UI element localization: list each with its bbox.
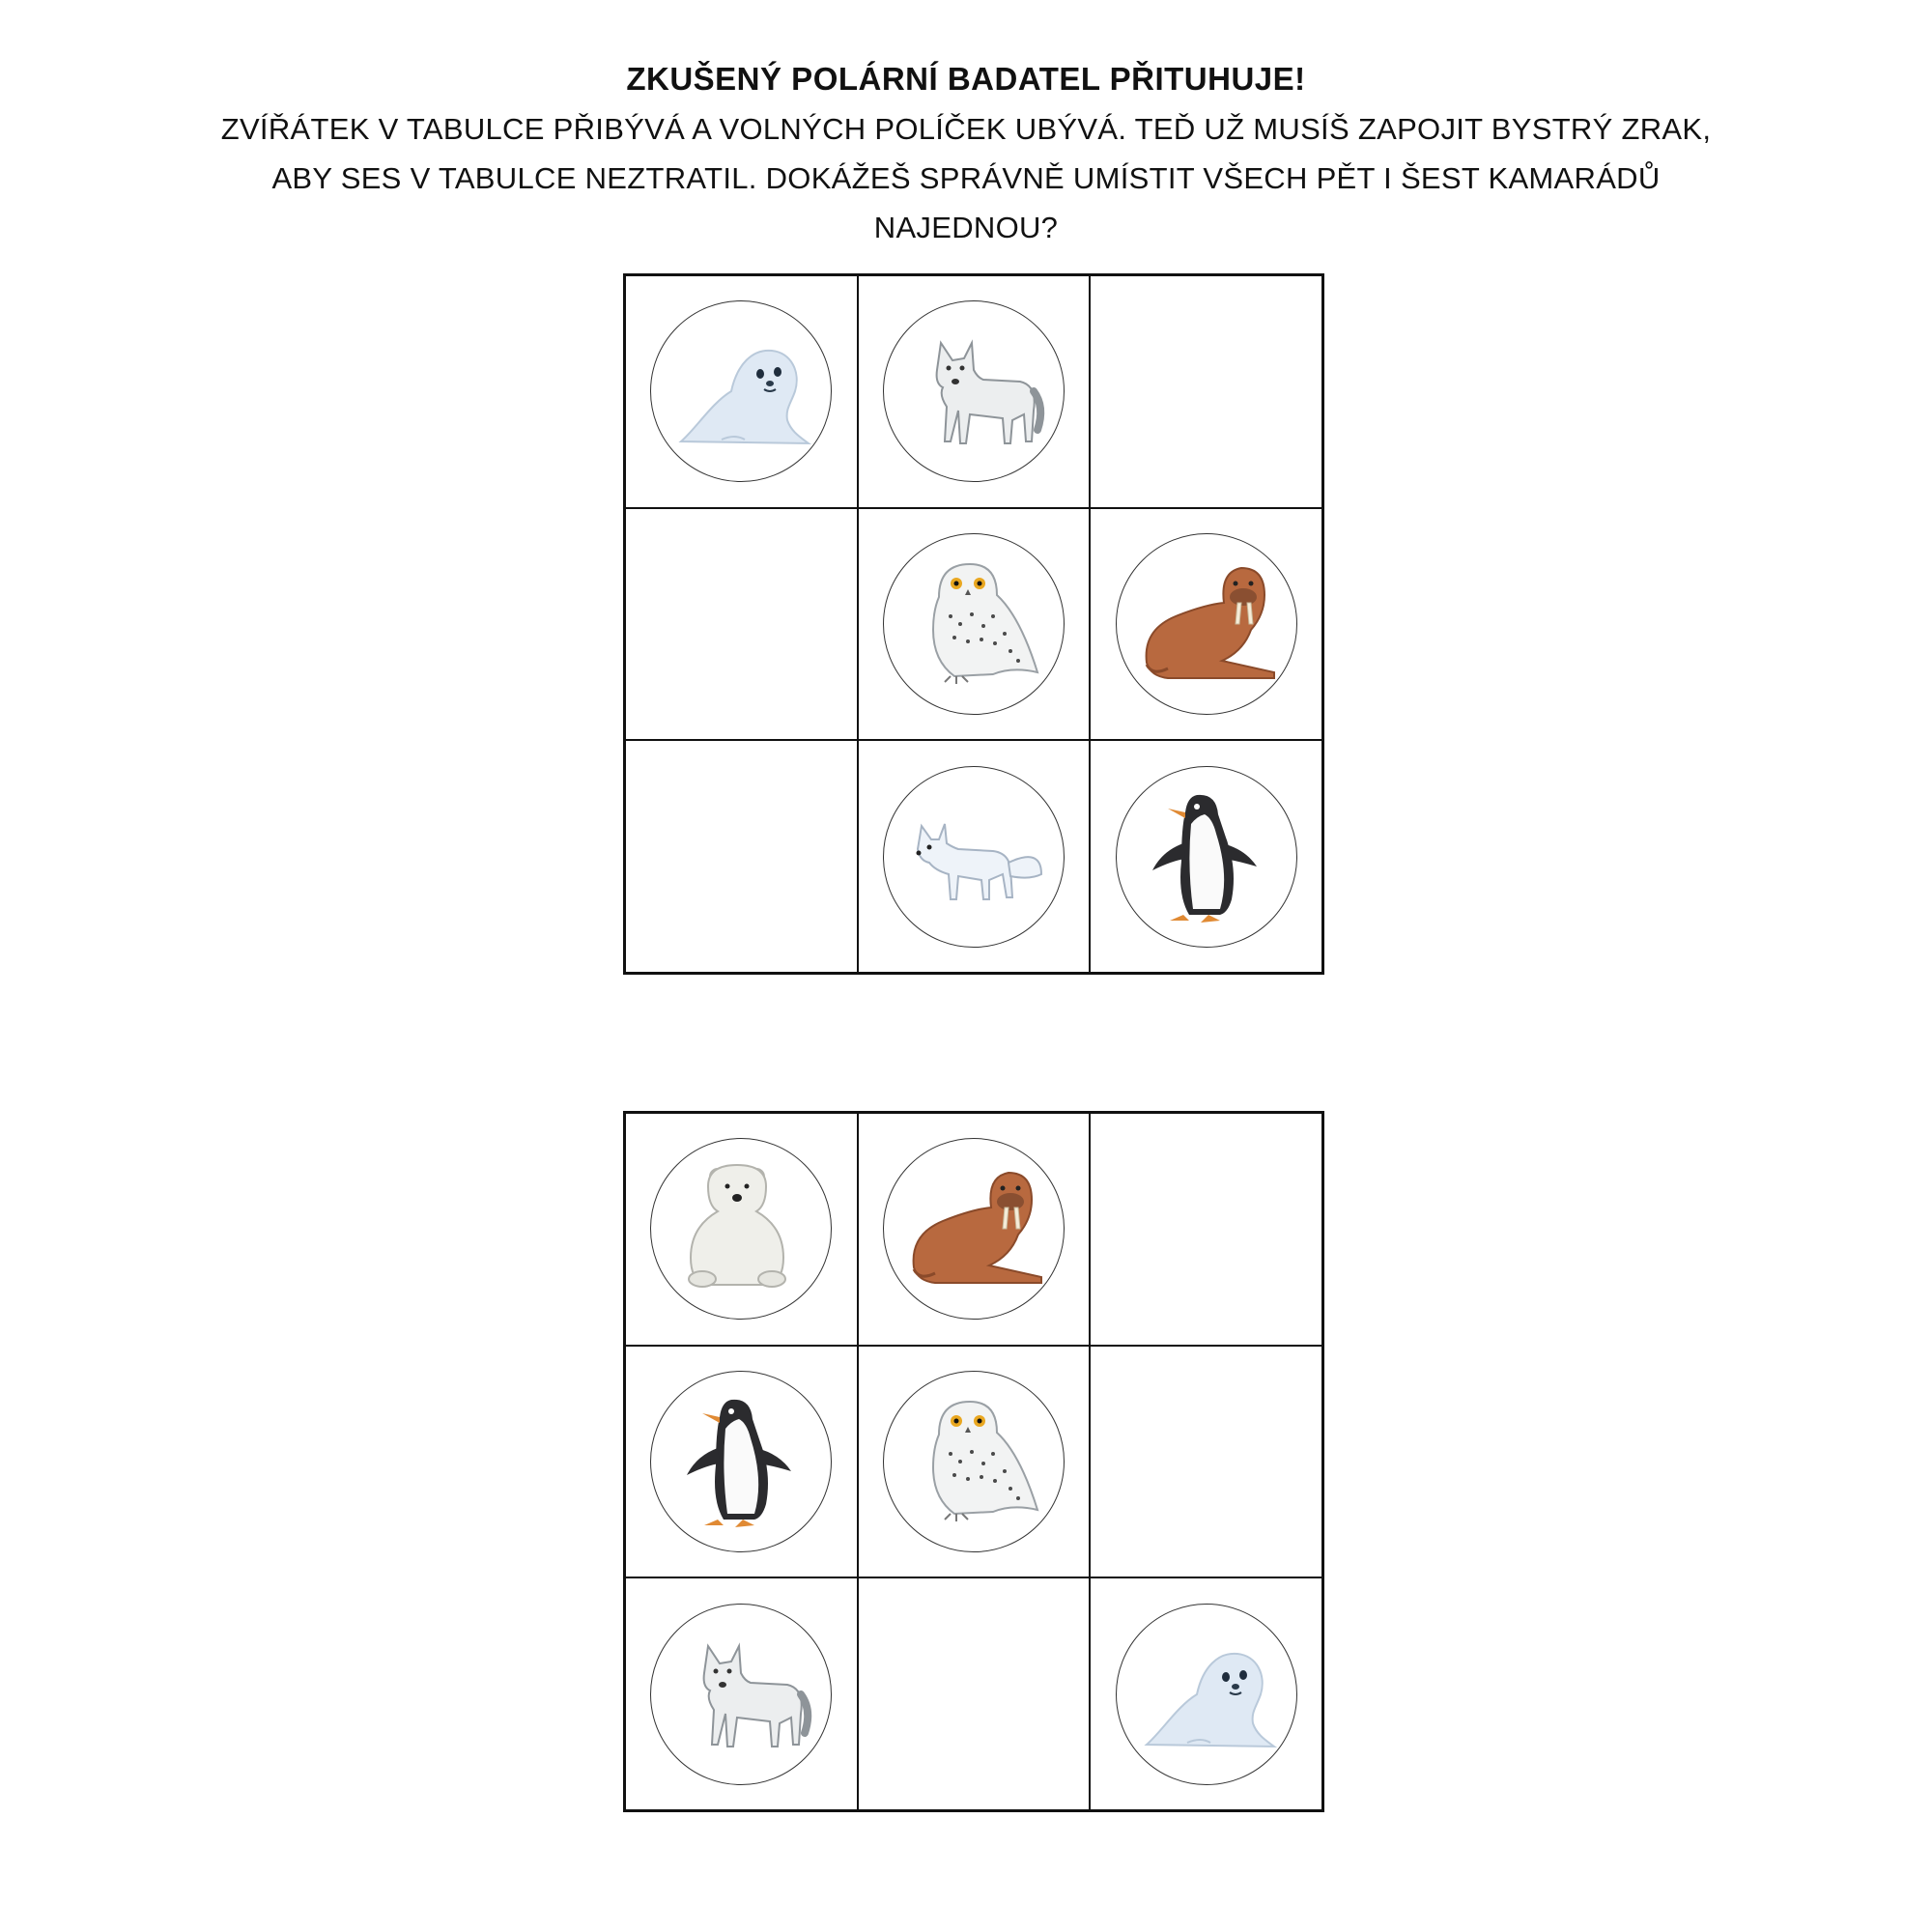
grid-cell-r2c1[interactable] xyxy=(624,1345,859,1579)
worksheet-header xyxy=(0,54,1932,252)
empty-cell-r2c1[interactable] xyxy=(624,507,859,742)
owl-token xyxy=(883,533,1065,715)
puzzle-grid-1 xyxy=(623,273,1324,975)
penguin-icon xyxy=(664,1384,818,1539)
grid-cell-r1c1[interactable] xyxy=(624,1112,859,1347)
grid-cell-r3c1[interactable] xyxy=(624,1577,859,1811)
walrus-icon xyxy=(1129,547,1284,701)
empty-cell-r1c3[interactable] xyxy=(1089,1112,1323,1347)
empty-cell-r1c3[interactable] xyxy=(1089,274,1323,509)
grid-cell-r2c2[interactable] xyxy=(857,507,1092,742)
arctic-fox-token xyxy=(883,766,1065,948)
penguin-icon xyxy=(1129,780,1284,934)
wolf-icon xyxy=(896,314,1051,469)
empty-cell-r3c1[interactable] xyxy=(624,739,859,974)
polar-bear-icon xyxy=(664,1151,818,1306)
polar-bear-token xyxy=(650,1138,832,1320)
instruction-line-2: ABY SES V TABULCE NEZTRATIL. DOKÁŽEŠ SPRÁVNĚ UMÍSTIT VŠECH PĚT I ŠEST KAMARÁDŮ xyxy=(271,161,1661,195)
walrus-token xyxy=(1116,533,1297,715)
grid-cell-r1c2[interactable] xyxy=(857,274,1092,509)
grid-cell-r1c2[interactable] xyxy=(857,1112,1092,1347)
seal-token xyxy=(1116,1604,1297,1785)
grid-cell-r3c3[interactable] xyxy=(1089,1577,1323,1811)
grid-cell-r2c2[interactable] xyxy=(857,1345,1092,1579)
empty-cell-r2c3[interactable] xyxy=(1089,1345,1323,1579)
penguin-token xyxy=(1116,766,1297,948)
wolf-token xyxy=(883,300,1065,482)
grid-cell-r3c3[interactable] xyxy=(1089,739,1323,974)
owl-token xyxy=(883,1371,1065,1552)
puzzle-grid-2 xyxy=(623,1111,1324,1812)
owl-icon xyxy=(896,1384,1051,1539)
empty-cell-r3c2[interactable] xyxy=(857,1577,1092,1811)
owl-icon xyxy=(896,547,1051,701)
arctic-fox-icon xyxy=(896,780,1051,934)
page-title: ZKUŠENÝ POLÁRNÍ BADATEL PŘITUHUJE! xyxy=(626,61,1306,97)
instruction-line-3: NAJEDNOU? xyxy=(873,211,1059,244)
grid-cell-r3c2[interactable] xyxy=(857,739,1092,974)
grid-cell-r2c3[interactable] xyxy=(1089,507,1323,742)
seal-token xyxy=(650,300,832,482)
instruction-line-1: ZVÍŘÁTEK V TABULCE PŘIBÝVÁ A VOLNÝCH POLÍČEK UBÝVÁ. TEĎ UŽ MUSÍŠ ZAPOJIT BYSTRÝ ZRAK, xyxy=(220,112,1712,146)
penguin-token xyxy=(650,1371,832,1552)
seal-icon xyxy=(664,314,818,469)
walrus-icon xyxy=(896,1151,1051,1306)
grid-cell-r1c1[interactable] xyxy=(624,274,859,509)
wolf-icon xyxy=(664,1617,818,1772)
seal-icon xyxy=(1129,1617,1284,1772)
walrus-token xyxy=(883,1138,1065,1320)
wolf-token xyxy=(650,1604,832,1785)
